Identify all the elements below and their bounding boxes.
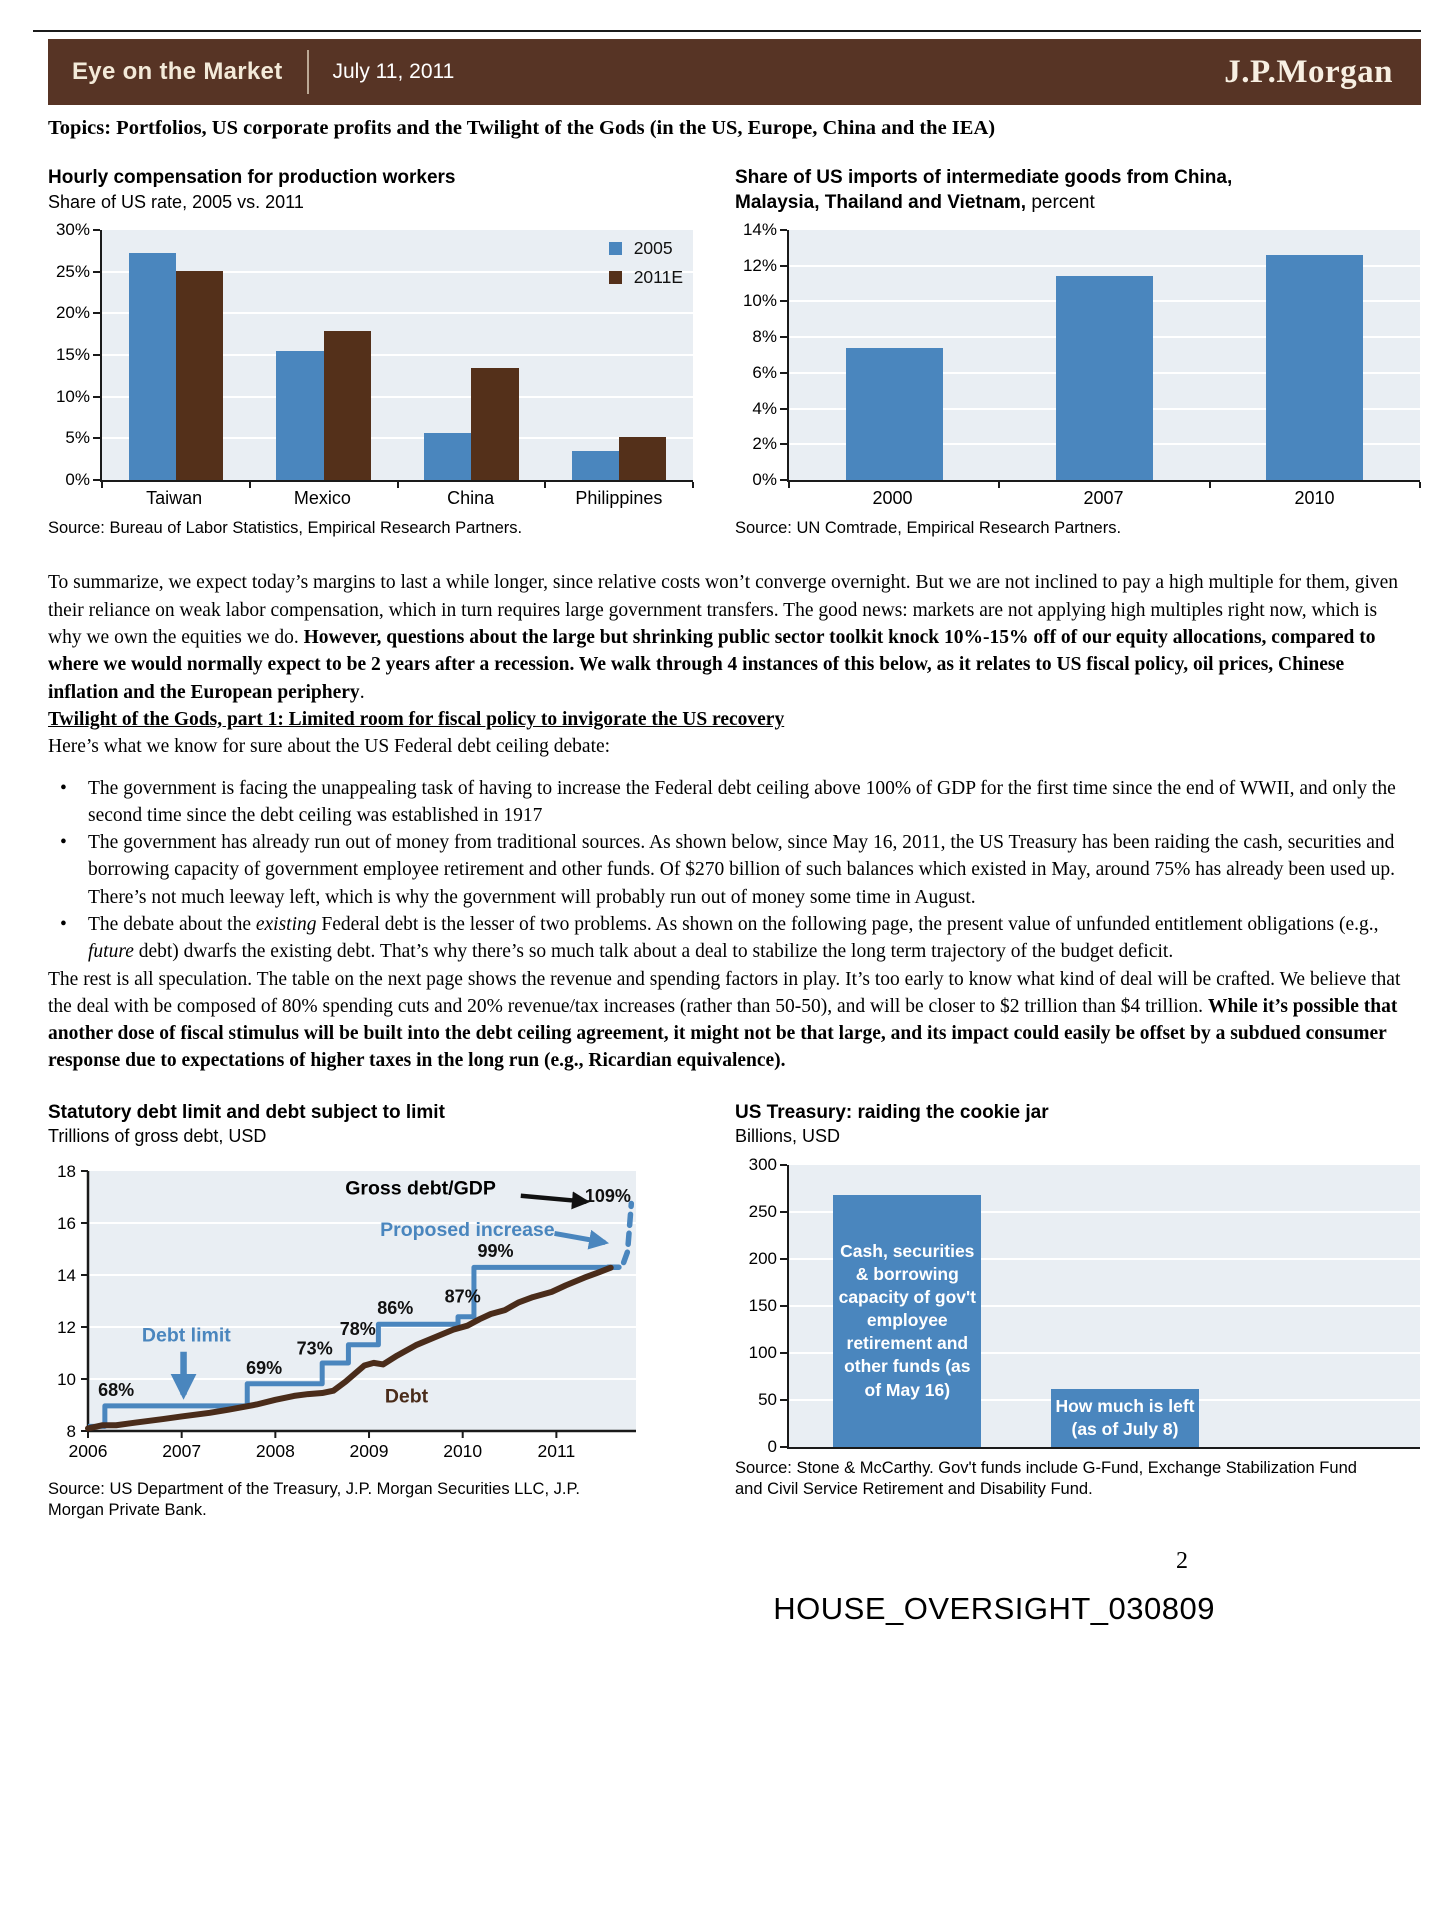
x-axis-tickmark xyxy=(692,482,694,488)
y-axis-tickmark xyxy=(93,396,100,398)
oversight-watermark: HOUSE_OVERSIGHT_030809 xyxy=(773,1590,1215,1626)
chart-subtitle: Share of US rate, 2005 vs. 2011 xyxy=(48,191,304,212)
y-axis-tickmark xyxy=(780,479,787,481)
bar-group xyxy=(398,230,546,480)
svg-text:Debt: Debt xyxy=(384,1385,429,1408)
legend-item xyxy=(609,238,683,259)
page-number: 2 xyxy=(1176,1547,1188,1574)
y-axis-tickmark xyxy=(780,1446,787,1448)
x-axis-tickmark xyxy=(249,482,251,488)
chart-title: Hourly compensation for production workers xyxy=(48,167,456,188)
y-axis-tick-label: 12% xyxy=(742,255,777,275)
section-heading: Twilight of the Gods, part 1: Limited room for fiscal policy to invigorate the US recovery xyxy=(48,708,785,730)
x-axis-label: 2000 xyxy=(872,488,913,508)
svg-text:Debt limit: Debt limit xyxy=(141,1324,231,1347)
y-axis-tick-label: 4% xyxy=(752,398,777,418)
y-axis-tick-label: 5% xyxy=(65,428,90,448)
bar-groups xyxy=(102,230,693,480)
svg-text:2008: 2008 xyxy=(255,1440,295,1461)
y-axis-tick-label: 10% xyxy=(55,386,90,406)
bar-group xyxy=(999,230,1209,480)
y-axis-tickmark xyxy=(780,1258,787,1260)
text-segment: . xyxy=(359,681,365,703)
y-axis-tick-label: 100 xyxy=(748,1342,777,1362)
x-axis-label: Taiwan xyxy=(146,488,203,508)
jpmorgan-logo: J.P.Morgan xyxy=(1224,53,1393,90)
chart-source: Source: Bureau of Labor Statistics, Empirical Research Partners. xyxy=(48,519,523,537)
y-axis-tick-label: 0% xyxy=(752,470,777,489)
chart-source: Source: UN Comtrade, Empirical Research Partners. xyxy=(735,519,1122,537)
bar-chart-plot xyxy=(742,220,1420,489)
text-segment: The government is facing the unappealing task of having to increase the Federal debt ceiling above 100% of GDP for the first time since the end of WWII, and only the second time since the debt ceiling was established in 1917 xyxy=(88,777,1396,826)
chart-head xyxy=(48,1101,693,1155)
bar-chart-plot xyxy=(55,220,693,489)
y-axis-tickmark xyxy=(780,1164,787,1166)
y-axis-tickmark xyxy=(780,1211,787,1213)
bullet-item xyxy=(48,775,1405,830)
text-segment: The rest is all speculation. The table on the next page shows the revenue and spending factors in play. It’s too early to know what kind of deal will be crafted. We believe that the deal with be composed of 80% spending cuts and 20% revenue/tax increases (rather than 50-50), and will be closer to $2 trillion than $4 trillion. xyxy=(48,968,1401,1017)
chart-title-normal: percent xyxy=(1026,191,1095,213)
text-segment: debt) dwarfs the existing debt. That’s why there’s so much talk about a deal to stabilize the long term trajectory of the budget deficit. xyxy=(133,941,1174,963)
x-axis-tickmark xyxy=(397,482,399,488)
bar-2005 xyxy=(572,451,619,480)
legend-swatch xyxy=(609,271,622,284)
chart-hourly-compensation xyxy=(48,166,693,539)
y-axis-tickmark xyxy=(93,354,100,356)
bar-2011E xyxy=(324,331,371,480)
bar-group xyxy=(102,230,250,480)
svg-text:18: 18 xyxy=(57,1162,76,1181)
bar-group xyxy=(250,230,398,480)
svg-text:2007: 2007 xyxy=(162,1440,202,1461)
y-axis-tickmark xyxy=(93,479,100,481)
svg-text:87%: 87% xyxy=(444,1286,481,1307)
y-axis-tick-label: 2% xyxy=(752,434,777,454)
chart-source: Source: US Department of the Treasury, J.P. Morgan Securities LLC, J.P. Morgan Private Bank. xyxy=(48,1479,580,1520)
paragraph-speculation xyxy=(48,966,1405,1075)
bar-groups xyxy=(789,230,1420,480)
body-text xyxy=(48,569,1405,1074)
bar-2007 xyxy=(1056,276,1153,480)
y-axis-tickmark xyxy=(780,336,787,338)
svg-text:86%: 86% xyxy=(377,1297,414,1318)
x-axis-label: 2010 xyxy=(1294,488,1335,508)
svg-text:109%: 109% xyxy=(584,1185,631,1206)
labeled-bar xyxy=(1051,1389,1199,1447)
x-axis-tickmark xyxy=(1209,482,1211,488)
x-axis-tickmark xyxy=(1419,482,1421,488)
chart-head xyxy=(735,1101,1420,1155)
bullet-item xyxy=(48,829,1405,911)
svg-text:8: 8 xyxy=(66,1421,76,1441)
text-segment: However, questions about the large but shrinking public sector toolkit knock 10%-15% off of our equity allocations, compared to where we would normally expect to be 2 years after a recession. We walk through 4 instances of this below, as it relates to US fiscal policy, oil prices, Chinese inflation and the European periphery xyxy=(48,627,1376,703)
bar-2005 xyxy=(424,433,471,480)
svg-text:78%: 78% xyxy=(339,1318,376,1339)
chart-head xyxy=(48,166,693,220)
svg-text:10: 10 xyxy=(57,1369,76,1389)
y-axis-tick-label: 14% xyxy=(742,220,777,239)
y-axis-tickmark xyxy=(780,300,787,302)
y-axis-tick-label: 250 xyxy=(748,1201,777,1221)
text-segment: While it’s possible that another dose of fiscal stimulus will be built into the debt ceiling agreement, it might not be that large, and its impact could easily be offset by a subdued consumer response due to expectations of higher taxes in the long run (e.g., Ricardian equivalence). xyxy=(48,995,1398,1072)
text-segment: To summarize, we expect today’s margins to last a while longer, since relative costs won’t converge overnight. But we are not inclined to pay a high multiple for them, given their reliance on weak labor compensation, which in turn requires large government transfers. The good news: markets are not applying high multiples right now, which is why we own the equities we do. xyxy=(48,572,1399,649)
y-axis-tickmark xyxy=(780,229,787,231)
chart-imports-share xyxy=(735,166,1420,539)
x-axis-labels xyxy=(100,488,693,509)
svg-text:2009: 2009 xyxy=(349,1440,389,1461)
y-axis-tick-label: 6% xyxy=(752,362,777,382)
svg-text:Gross debt/GDP: Gross debt/GDP xyxy=(345,1177,496,1200)
top-rule xyxy=(33,30,1421,32)
x-axis-label: Philippines xyxy=(575,488,663,508)
y-axis-tick-label: 150 xyxy=(748,1295,777,1315)
bar-2005 xyxy=(129,253,176,481)
publication-date: July 11, 2011 xyxy=(332,60,455,83)
line-chart xyxy=(48,1163,693,1470)
text-segment: Federal debt is the lesser of two problems. As shown on the following page, the present value of unfunded entitlement obligations (e.g., xyxy=(316,914,1379,935)
legend-label: 2011E xyxy=(633,267,683,287)
bar-2011E xyxy=(619,437,666,480)
x-axis-tickmark xyxy=(998,482,1000,488)
x-axis-label: 2007 xyxy=(1083,488,1124,508)
bar-2011E xyxy=(176,271,223,480)
bar-2000 xyxy=(846,348,943,480)
legend-label: 2005 xyxy=(633,238,673,258)
y-axis-tick-label: 300 xyxy=(748,1154,777,1174)
y-axis-tick-label: 8% xyxy=(752,327,777,347)
y-axis-tick-label: 50 xyxy=(758,1389,777,1409)
page-footer xyxy=(48,1548,1420,1627)
chart-title xyxy=(735,166,1295,215)
y-axis-tickmark xyxy=(780,1305,787,1307)
svg-text:68%: 68% xyxy=(98,1379,135,1400)
y-axis-tickmark xyxy=(780,408,787,410)
chart-title: US Treasury: raiding the cookie jar xyxy=(735,1101,1049,1123)
chart-head xyxy=(735,166,1420,220)
text-segment: future xyxy=(88,941,134,963)
publication-title: Eye on the Market xyxy=(72,58,283,85)
x-axis-tickmark xyxy=(101,482,103,488)
chart-subtitle: Billions, USD xyxy=(735,1126,841,1147)
y-axis-tick-label: 200 xyxy=(748,1248,777,1268)
text-segment: existing xyxy=(255,914,317,935)
chart-subtitle: Trillions of gross debt, USD xyxy=(48,1126,267,1147)
chart-cookie-jar xyxy=(735,1101,1420,1522)
bullet-item xyxy=(48,911,1405,966)
svg-text:2006: 2006 xyxy=(68,1440,108,1461)
y-axis-tickmark xyxy=(780,1352,787,1354)
bar-group xyxy=(789,230,999,480)
section-intro: Here’s what we know for sure about the US Federal debt ceiling debate: xyxy=(48,736,611,758)
svg-text:73%: 73% xyxy=(296,1338,333,1359)
y-axis-tickmark xyxy=(780,372,787,374)
bar-group xyxy=(1210,230,1420,480)
y-axis-tick-label: 0 xyxy=(767,1436,777,1456)
y-axis-tick-label: 25% xyxy=(55,261,90,281)
x-axis-label: Mexico xyxy=(293,488,351,508)
y-axis-tick-label: 0% xyxy=(65,470,90,489)
page-title: Topics: Portfolios, US corporate profits and the Twilight of the Gods (in the US, Europe, China and the IEA) xyxy=(48,117,996,139)
text-segment: The government has already run out of money from traditional sources. As shown below, since May 16, 2011, the US Treasury has been raiding the cash, securities and borrowing capacity of government employee retirement and other funds. Of $270 billion of such balances which existed in May, around 75% has already been used up. There’s not much leeway left, which is why the government will probably run out of money some time in August. xyxy=(88,832,1396,908)
y-axis-tickmark xyxy=(93,437,100,439)
bar-2010 xyxy=(1266,255,1363,480)
chart-legend xyxy=(609,238,683,296)
bar-label: Cash, securities & borrowing capacity of gov't employee retirement and other funds (as of May 16) xyxy=(838,1241,976,1400)
chart-title: Statutory debt limit and debt subject to limit xyxy=(48,1101,445,1123)
x-axis-tickmark xyxy=(544,482,546,488)
legend-swatch xyxy=(609,242,622,255)
bar-2005 xyxy=(276,351,323,480)
labeled-bar xyxy=(833,1195,981,1447)
svg-text:2011: 2011 xyxy=(537,1440,576,1461)
chart-source: Source: Stone & McCarthy. Gov't funds include G-Fund, Exchange Stabilization Fund and Civil Service Retirement and Disability Fund. xyxy=(735,1458,1357,1499)
svg-text:2010: 2010 xyxy=(443,1440,483,1461)
svg-text:Proposed increase: Proposed increase xyxy=(380,1218,555,1241)
y-axis-tickmark xyxy=(780,443,787,445)
y-axis-tick-label: 20% xyxy=(55,303,90,323)
y-axis-tick-label: 10% xyxy=(742,291,777,311)
y-axis-tick-label: 30% xyxy=(55,220,90,239)
text-segment: The debate about the xyxy=(88,914,256,935)
svg-text:14: 14 xyxy=(57,1265,76,1285)
y-axis-tickmark xyxy=(93,312,100,314)
x-axis-labels xyxy=(787,488,1420,509)
x-axis-label: China xyxy=(447,488,495,508)
legend-item xyxy=(609,267,683,288)
y-axis-tick-label: 15% xyxy=(55,345,90,364)
bar-label: How much is left (as of July 8) xyxy=(1055,1395,1195,1439)
paragraph-summary xyxy=(48,569,1405,705)
svg-text:16: 16 xyxy=(57,1213,76,1233)
chart-debt-limit xyxy=(48,1101,693,1522)
svg-text:12: 12 xyxy=(57,1317,76,1337)
y-axis-tickmark xyxy=(780,265,787,267)
bullet-list xyxy=(48,775,1405,966)
header-bar xyxy=(48,39,1421,105)
bar-chart-plot xyxy=(748,1154,1420,1456)
svg-text:69%: 69% xyxy=(246,1357,283,1378)
bottom-charts-row xyxy=(48,1101,1420,1522)
x-axis-tickmark xyxy=(788,482,790,488)
top-charts-row xyxy=(48,166,1420,539)
svg-text:99%: 99% xyxy=(477,1240,514,1261)
chart-title-bold: Share of US imports of intermediate goods from China, Malaysia, Thailand and Vietnam, xyxy=(735,167,1233,213)
y-axis-tickmark xyxy=(780,1399,787,1401)
header-divider xyxy=(307,50,309,94)
bar-2011E xyxy=(471,368,518,480)
y-axis-tickmark xyxy=(93,271,100,273)
y-axis-tickmark xyxy=(93,229,100,231)
